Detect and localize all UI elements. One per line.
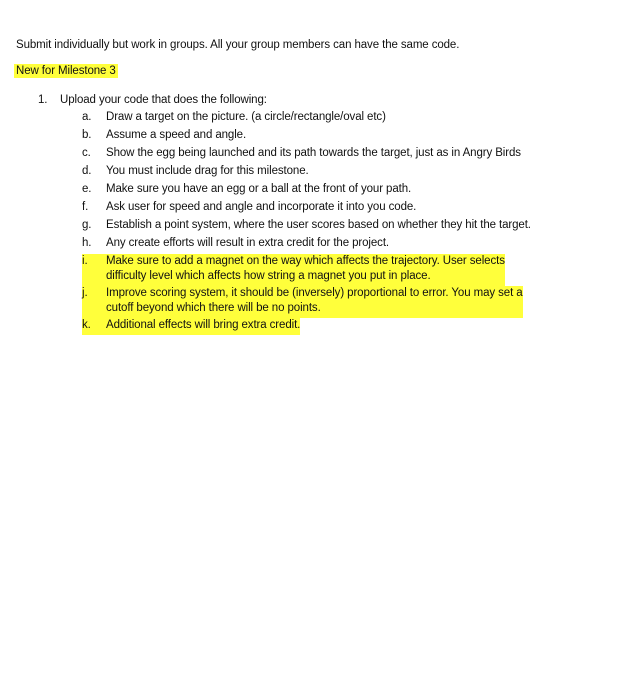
sub-item-h [82,236,592,254]
sub-item-a [82,110,592,128]
sub-item-line-2: cutoff beyond which there will be no points. [106,302,321,314]
sub-item-c [82,146,592,164]
sub-item-e [82,182,592,200]
sub-item-d [82,164,592,182]
main-list-item [38,93,267,107]
main-item-text: Upload your code that does the following: [60,94,267,106]
sub-item-letter: h. [82,237,92,249]
sub-item-i [82,254,505,286]
sub-item-line-1: Make sure to add a magnet on the way which affects the trajectory. User selects [106,255,505,267]
milestone-label: New for Milestone 3 [16,65,116,77]
sub-item-letter: i. [82,255,88,267]
sub-item-letter: b. [82,129,92,141]
sub-item-k [82,318,300,335]
sub-item-text: Assume a speed and angle. [106,129,247,141]
sub-item-text: Any create efforts will result in extra credit for the project. [106,237,390,249]
sub-item-text [106,254,505,284]
sub-item-g [82,218,592,236]
sub-item-text: Show the egg being launched and its path towards the target, just as in Angry Birds [106,147,521,159]
sub-item-text: Make sure you have an egg or a ball at the front of your path. [106,183,412,195]
sub-item-letter: j. [82,287,88,299]
sub-item-f [82,200,592,218]
sub-item-letter: e. [82,183,92,195]
sub-item-text [106,286,523,316]
sub-item-letter: a. [82,111,92,123]
sub-item-letter: f. [82,201,89,213]
intro-text: Submit individually but work in groups. All your group members can have the same code. [16,39,460,51]
sub-item-line-1: Improve scoring system, it should be (inversely) proportional to error. You may set a [106,287,523,299]
sub-item-j [82,286,523,318]
sub-item-text: Additional effects will bring extra credit. [106,319,301,331]
sub-item-text: Draw a target on the picture. (a circle/rectangle/oval etc) [106,111,386,123]
sub-item-letter: c. [82,147,91,159]
sub-item-text: You must include drag for this milestone. [106,165,309,177]
sub-list [82,110,592,335]
sub-item-letter: k. [82,319,91,331]
sub-item-letter: g. [82,219,92,231]
sub-item-text: Establish a point system, where the user scores based on whether they hit the target. [106,219,531,231]
main-item-number: 1. [38,94,48,106]
sub-item-b [82,128,592,146]
sub-item-letter: d. [82,165,92,177]
sub-item-line-2: difficulty level which affects how string a magnet you put in place. [106,270,431,282]
sub-item-text: Ask user for speed and angle and incorporate it into you code. [106,201,417,213]
